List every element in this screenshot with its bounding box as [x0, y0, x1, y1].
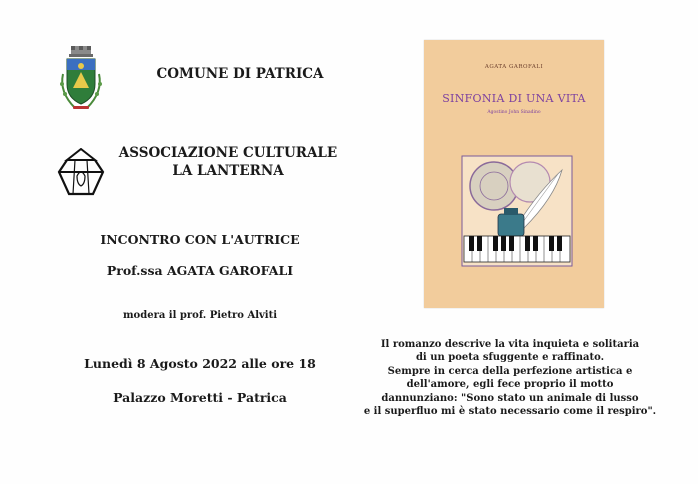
book-illustration [458, 152, 576, 270]
association-line-2: LA LANTERNA [172, 163, 284, 179]
comune-title: COMUNE DI PATRICA [156, 66, 324, 82]
author-name: Prof.ssa AGATA GAROFALI [106, 263, 294, 278]
association-line-1: ASSOCIAZIONE CULTURALE [118, 145, 338, 161]
description-line: e il superfluo mi è stato necessario come il respiro". [363, 406, 657, 418]
book-title: SINFONIA DI UNA VITA [442, 92, 586, 105]
description-line: Il romanzo descrive la vita inquieta e solitaria [380, 339, 640, 350]
event-title: INCONTRO CON L'AUTRICE [100, 232, 300, 247]
book-subtitle: Agostino John Sinadino [487, 110, 541, 115]
book-description [350, 338, 670, 418]
association-name [108, 144, 348, 180]
description-line: dell'amore, egli fece proprio il motto [406, 379, 614, 391]
coat-of-arms-icon [55, 44, 107, 114]
lantern-icon [55, 148, 107, 198]
description-line: dannunziano: "Sono stato un animale di lusso [381, 392, 639, 404]
book-author: AGATA GAROFALI [484, 64, 544, 70]
description-line: di un poeta sfuggente e raffinato. [415, 352, 605, 364]
event-datetime: Lunedì 8 Agosto 2022 alle ore 18 [84, 356, 316, 371]
event-place: Palazzo Moretti - Patrica [113, 390, 287, 405]
description-line: Sempre in cerca della perfezione artistica e [387, 365, 633, 377]
book-cover [424, 40, 604, 308]
moderator: modera il prof. Pietro Alviti [122, 310, 278, 321]
